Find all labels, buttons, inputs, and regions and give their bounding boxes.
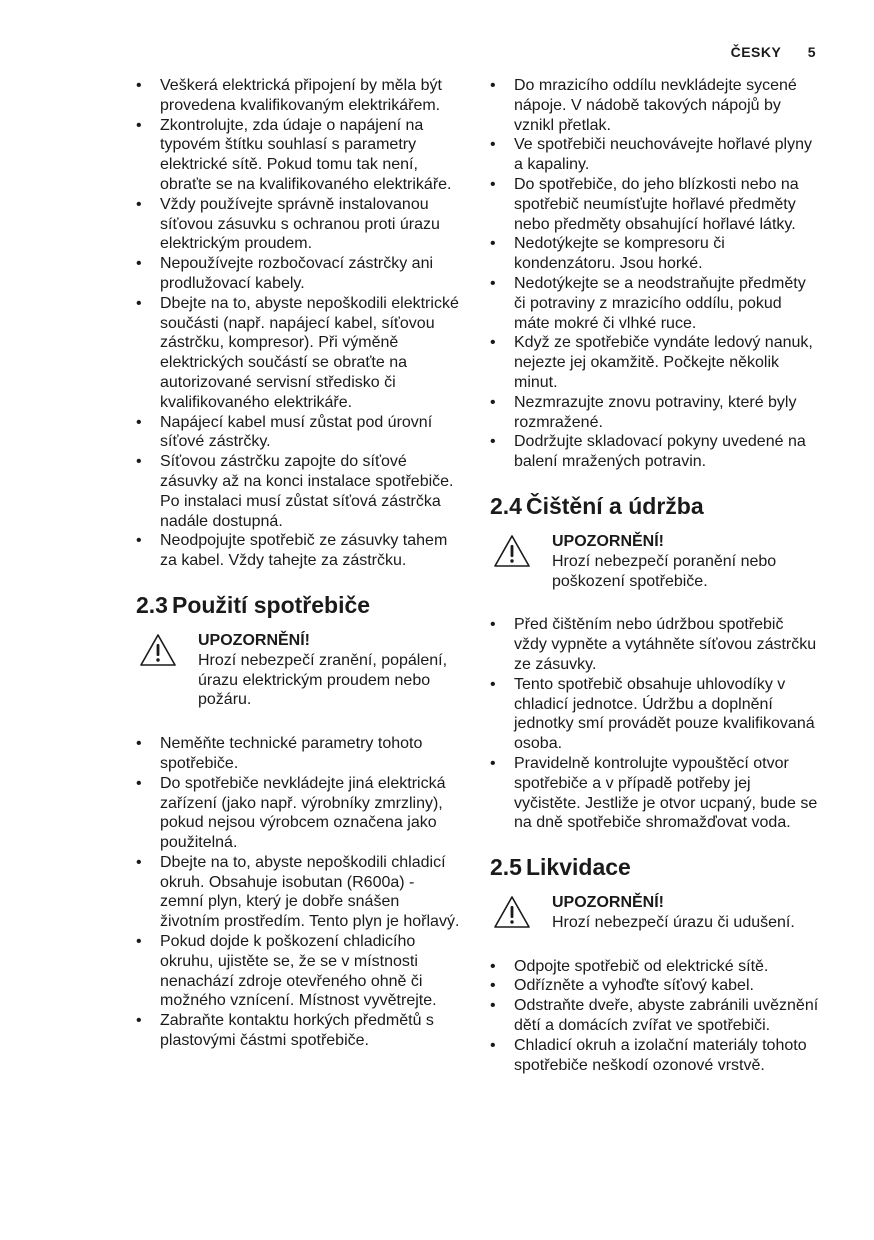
list-item: • Chladicí okruh a izolační materiály tohoto spotřebiče neškodí ozonové vrstvě. [490,1036,820,1076]
warning-triangle-icon [139,633,177,667]
section-2-5-title [490,853,820,881]
list-item: • Když ze spotřebiče vyndáte ledový nanuk, nejezte jej okamžitě. Počkejte několik minut. [490,333,820,392]
section-title-text: Čištění a údržba [525,492,704,519]
section-number: 2.3 [136,591,168,618]
warning-text: Hrozí nebezpečí úrazu či udušení. [552,913,795,931]
warning-title: UPOZORNĚNÍ! [198,631,310,649]
list-item: • Napájecí kabel musí zůstat pod úrovní síťové zástrčky. [136,413,462,453]
list-item: • Nedotýkejte se kompresoru či kondenzátoru. Jsou horké. [490,234,820,274]
list-item: • Zabraňte kontaktu horkých předmětů s plastovými částmi spotřebiče. [136,1011,462,1051]
warning-text: Hrozí nebezpečí poranění nebo poškození spotřebiče. [552,552,777,590]
right-column [490,76,820,1075]
section-number: 2.5 [490,854,522,881]
list-item: • Pokud dojde k poškození chladicího okruhu, ujistěte se, že se v místnosti nenachází zdroje otevřeného ohně či možného vznícení. Místnost vyvětrejte. [136,932,462,1011]
list-item: • Síťovou zástrčku zapojte do síťové zásuvky až na konci instalace spotřebiče. Po instalaci musí zůstat síťová zástrčka nadále dostupná. [136,452,462,531]
list-item: • Nezmrazujte znovu potraviny, které byly rozmražené. [490,393,820,433]
list-item: • Nepoužívejte rozbočovací zástrčky ani prodlužovací kabely. [136,254,462,294]
list-item: • Do spotřebiče, do jeho blízkosti nebo na spotřebič neumísťujte hořlavé předměty nebo předměty obsahující hořlavé látky. [490,175,820,234]
list-item: • Zkontrolujte, zda údaje o napájení na typovém štítku souhlasí s parametry elektrické sítě. Pokud tomu tak není, obraťte se na kvalifikovaného elektrikáře. [136,116,462,195]
right-intro-list [490,76,820,472]
section-2-4-list [490,615,820,833]
section-2-3-title [136,591,462,619]
section-2-4-title [490,492,820,520]
list-item: • Dbejte na to, abyste nepoškodili elektrické součásti (např. napájecí kabel, síťovou zástrčku, kompresor). Při výměně elektrických součástí se obraťte na autorizované servisní středisko či kvalifikovaného elektrikáře. [136,294,462,413]
list-item: • Vždy používejte správně instalovanou síťovou zásuvku s ochranou proti úrazu elektrickým proudem. [136,195,462,254]
list-item: • Veškerá elektrická připojení by měla být provedena kvalifikovaným elektrikářem. [136,76,462,116]
section-number: 2.4 [490,492,522,519]
section-2-3-list [136,734,462,1051]
warning-box [490,893,820,933]
list-item: • Nedotýkejte se a neodstraňujte předměty či potraviny z mrazicího oddílu, pokud máte mokré či vlhké ruce. [490,274,820,333]
warning-triangle-icon [493,895,531,929]
warning-text: Hrozí nebezpečí zranění, popálení, úrazu elektrickým proudem nebo požáru. [198,651,448,709]
list-item: • Odřízněte a vyhoďte síťový kabel. [490,976,820,996]
list-item: • Ve spotřebiči neuchovávejte hořlavé plyny a kapaliny. [490,135,820,175]
page-header [731,44,816,60]
warning-title: UPOZORNĚNÍ! [552,894,664,912]
list-item: • Před čištěním nebo údržbou spotřebič vždy vypněte a vytáhněte síťovou zástrčku ze zásuvky. [490,615,820,674]
list-item: • Dodržujte skladovací pokyny uvedené na balení mražených potravin. [490,432,820,472]
language-label: ČESKY [730,44,782,60]
section-2-5-list [490,957,820,1076]
left-intro-list [136,76,462,571]
list-item: • Dbejte na to, abyste nepoškodili chladicí okruh. Obsahuje isobutan (R600a) - zemní plyn, který je dobře snášen životním prostředím. Tento plyn je hořlavý. [136,853,462,932]
list-item: • Neměňte technické parametry tohoto spotřebiče. [136,734,462,774]
list-item: • Do spotřebiče nevkládejte jiná elektrická zařízení (jako např. výrobníky zmrzliny), pokud nejsou výrobcem označena jako použitelná. [136,774,462,853]
left-column [136,76,462,1051]
list-item: • Do mrazicího oddílu nevkládejte sycené nápoje. V nádobě takových nápojů by vznikl přetlak. [490,76,820,135]
warning-triangle-icon [493,534,531,568]
warning-box [136,631,462,710]
page-number: 5 [807,44,816,60]
section-title-text: Likvidace [525,854,631,881]
warning-box [490,532,820,591]
section-title-text: Použití spotřebiče [171,591,371,618]
list-item: • Neodpojujte spotřebič ze zásuvky tahem za kabel. Vždy tahejte za zástrčku. [136,531,462,571]
list-item: • Odpojte spotřebič od elektrické sítě. [490,957,820,977]
list-item: • Tento spotřebič obsahuje uhlovodíky v chladicí jednotce. Údržbu a doplnění jednotky smí provádět pouze kvalifikovaná osoba. [490,675,820,754]
list-item: • Pravidelně kontrolujte vypouštěcí otvor spotřebiče a v případě potřeby jej vyčistěte. Jestliže je otvor ucpaný, bude se na dně spotřebiče shromažďovat voda. [490,754,820,833]
warning-title: UPOZORNĚNÍ! [552,532,664,550]
list-item: • Odstraňte dveře, abyste zabránili uvěznění dětí a domácích zvířat ve spotřebiči. [490,996,820,1036]
